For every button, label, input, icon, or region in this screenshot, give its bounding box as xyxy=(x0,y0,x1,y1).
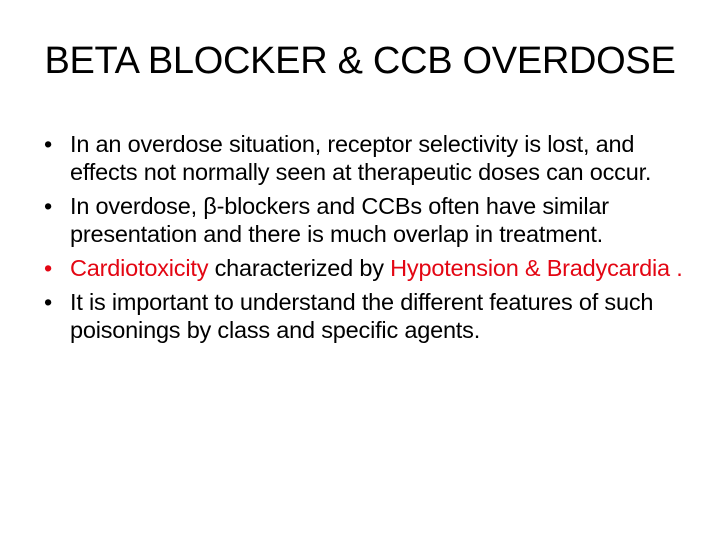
bullet-item xyxy=(44,130,694,186)
bullet-item xyxy=(44,288,694,344)
bullet-text: In overdose, β-blockers and CCBs often have similar presentation and there is much overlap in treatment. xyxy=(70,193,609,247)
bullet-item xyxy=(44,192,694,248)
slide-title: BETA BLOCKER & CCB OVERDOSE xyxy=(44,40,676,82)
cardiotoxicity-text: Cardiotoxicity xyxy=(70,255,209,281)
bullet-icon: • xyxy=(44,193,53,219)
bullet-icon: • xyxy=(44,289,53,315)
connector-text: characterized by xyxy=(208,255,391,281)
hypotension-bradycardia-text: Hypotension & Bradycardia . xyxy=(390,255,683,281)
bullet-icon: • xyxy=(44,131,53,157)
bullet-text: In an overdose situation, receptor selectivity is lost, and effects not normally seen at therapeutic doses can occur. xyxy=(70,131,652,185)
bullet-icon: • xyxy=(44,255,53,281)
bullet-item-highlight xyxy=(44,254,694,282)
bullet-text: It is important to understand the different features of such poisonings by class and specific agents. xyxy=(70,289,654,343)
bullet-list xyxy=(44,130,694,350)
